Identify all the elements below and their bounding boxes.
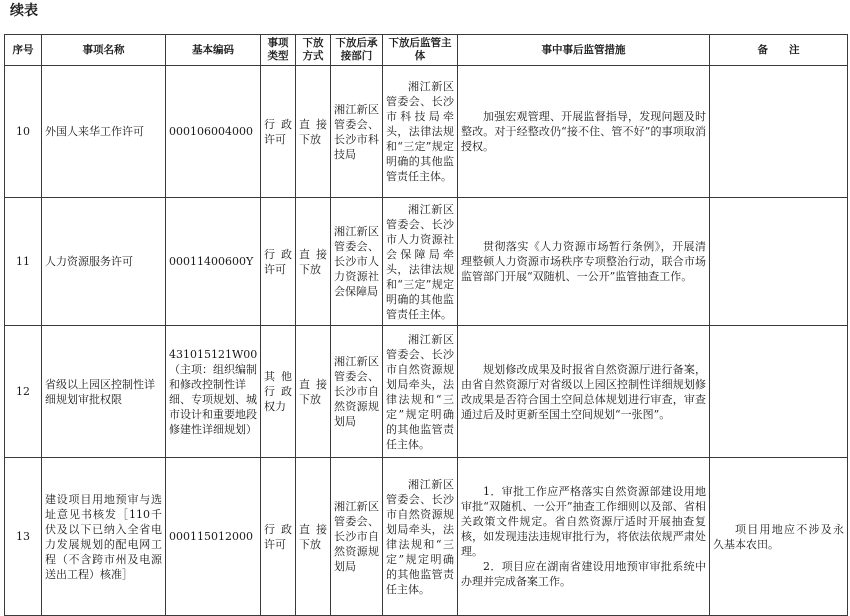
header-remark: 备 注 — [710, 35, 848, 66]
row-code: 000106004000 — [166, 66, 261, 198]
row-supervisor: 湘江新区管委会、长沙市人力资源社会保障局牵头，法律法规和“三定”规定明确的其他监管责任主体。 — [383, 198, 458, 326]
header-mode: 下放方式 — [296, 35, 331, 66]
row-name: 人力资源服务许可 — [42, 198, 166, 326]
row-code: 00011400600Y — [166, 198, 261, 326]
header-name: 事项名称 — [42, 35, 166, 66]
row-type: 行政许可 — [261, 198, 296, 326]
measure-item: 2．项目应在湖南省建设用地预审审批系统中办理并完成备案工作。 — [461, 560, 706, 588]
row-remark — [710, 326, 848, 458]
row-name: 省级以上园区控制性详细规划审批权限 — [42, 326, 166, 458]
row-mode: 直接下放 — [296, 198, 331, 326]
table-row — [5, 326, 848, 458]
row-code: 000115012000 — [166, 458, 261, 616]
row-mode: 直接下放 — [296, 458, 331, 616]
header-dept: 下放后承接部门 — [331, 35, 383, 66]
row-measures — [458, 458, 710, 616]
row-dept: 湘江新区管委会、长沙市科技局 — [331, 66, 383, 198]
supervision-table — [4, 34, 848, 616]
row-remark — [710, 198, 848, 326]
table-row — [5, 66, 848, 198]
header-type: 事项类型 — [261, 35, 296, 66]
row-remark: 项目用地应不涉及永久基本农田。 — [710, 458, 848, 616]
header-seq: 序号 — [5, 35, 42, 66]
header-code: 基本编码 — [166, 35, 261, 66]
page-title: 续表 — [10, 3, 38, 19]
row-code: 431015121W00（主项：组织编制和修改控制性详细、专项规划、城市设计和重要地段修建性详细规划） — [166, 326, 261, 458]
row-mode: 直接下放 — [296, 66, 331, 198]
row-measures: 规划修改成果及时报省自然资源厅进行备案，由省自然资源厅对省级以上园区控制性详细规划修改成果是否符合国土空间总体规划进行审查，审查通过后及时更新至国土空间规划“一张图”。 — [458, 326, 710, 458]
table-row — [5, 198, 848, 326]
row-measures: 加强宏观管理、开展监督指导，发现问题及时整改。对于经整改仍“接不住、管不好”的事项取消授权。 — [458, 66, 710, 198]
row-seq: 13 — [5, 458, 42, 616]
row-dept: 湘江新区管委会、长沙市人力资源社会保障局 — [331, 198, 383, 326]
row-type: 其他行政权力 — [261, 326, 296, 458]
header-measures: 事中事后监管措施 — [458, 35, 710, 66]
row-name: 外国人来华工作许可 — [42, 66, 166, 198]
row-seq: 12 — [5, 326, 42, 458]
row-seq: 10 — [5, 66, 42, 198]
row-seq: 11 — [5, 198, 42, 326]
row-dept: 湘江新区管委会、长沙市自然资源规划局 — [331, 458, 383, 616]
measure-item: 1．审批工作应严格落实自然资源部建设用地审批“双随机、一公开”抽查工作细则以及部、省相关政策文件规定。省自然资源厅适时开展抽查复核，如发现违法违规审批行为，将依法依规严肃处理。 — [461, 485, 706, 558]
row-supervisor: 湘江新区管委会、长沙市自然资源规划局牵头，法律法规和“三定”规定明确的其他监管责任主体。 — [383, 458, 458, 616]
row-remark — [710, 66, 848, 198]
row-measures: 贯彻落实《人力资源市场暂行条例》，开展清理整顿人力资源市场秩序专项整治行动，联合市场监管部门开展“双随机、一公开”监管抽查工作。 — [458, 198, 710, 326]
table-row — [5, 458, 848, 616]
row-type: 行政许可 — [261, 458, 296, 616]
row-type: 行政许可 — [261, 66, 296, 198]
table-header-row — [5, 35, 848, 66]
row-supervisor: 湘江新区管委会、长沙市科技局牵头，法律法规和“三定”规定明确的其他监管责任主体。 — [383, 66, 458, 198]
row-supervisor: 湘江新区管委会、长沙市自然资源规划局牵头，法律法规和“三定”规定明确的其他监管责任主体。 — [383, 326, 458, 458]
header-supervisor: 下放后监管主体 — [383, 35, 458, 66]
row-name: 建设项目用地预审与选址意见书核发［110千伏及以下已纳入全省电力发展规划的配电网工程（不含跨市州及电源送出工程）核准］ — [42, 458, 166, 616]
row-dept: 湘江新区管委会、长沙市自然资源规划局 — [331, 326, 383, 458]
row-mode: 直接下放 — [296, 326, 331, 458]
